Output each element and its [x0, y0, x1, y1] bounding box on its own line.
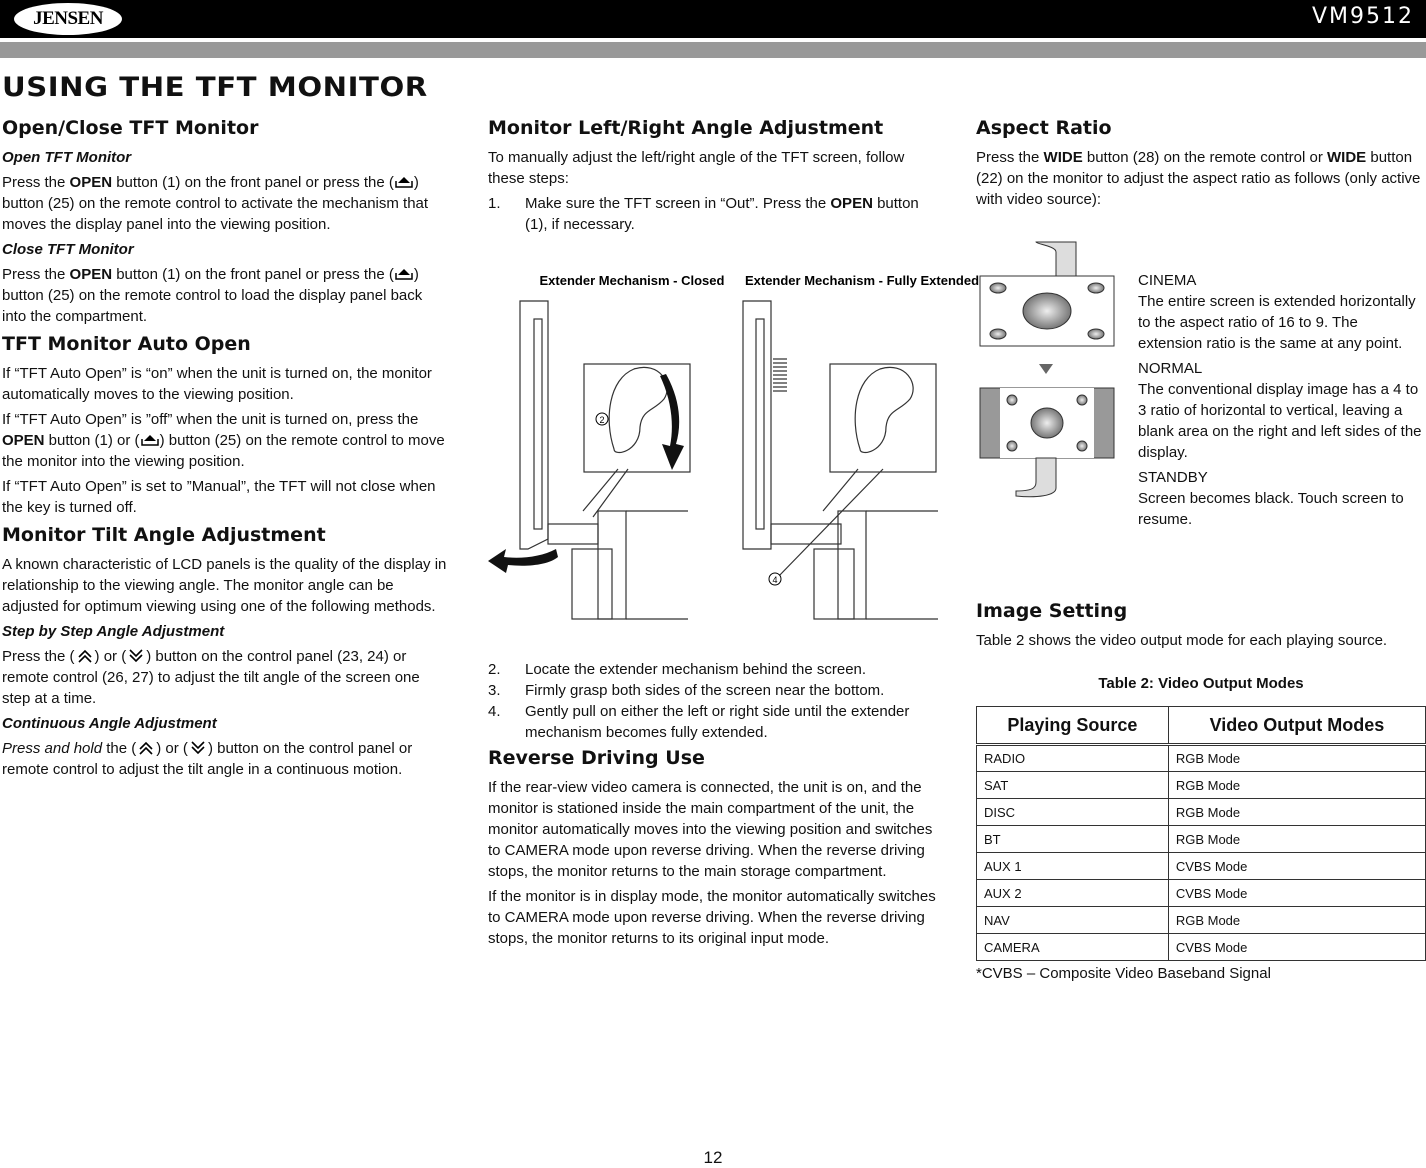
mode-description: The conventional display image has a 4 to 3 ratio of horizontal to vertical, leaving a blank area on the right and left sides of the display.	[1138, 381, 1422, 461]
button-name: OPEN	[69, 266, 113, 283]
video-output-mode: RGB Mode	[1168, 772, 1425, 799]
paragraph	[2, 409, 450, 472]
list-number: 4.	[488, 703, 501, 720]
paragraph	[976, 630, 1426, 651]
text: If “TFT Auto Open” is ”off” when the unit is turned on, press the	[2, 411, 419, 428]
text: If “TFT Auto Open” is set to ”Manual”, the TFT will not close when the key is turned off.	[2, 478, 436, 516]
playing-source: AUX 2	[977, 880, 1169, 907]
section-heading: Reverse Driving Use	[488, 747, 705, 769]
paragraph	[2, 738, 450, 780]
text: A known characteristic of LCD panels is the quality of the display in relationship to the viewing angle. The monitor angle can be adjusted for optimum viewing using one of the following methods.	[2, 556, 447, 615]
tilt-up-icon	[136, 740, 156, 754]
column-3	[976, 113, 1426, 984]
paragraph	[488, 777, 938, 882]
table-row	[977, 826, 1426, 853]
list-number: 2.	[488, 661, 501, 678]
text: button (28) on the remote control or	[1082, 149, 1328, 166]
label-extended: Extender Mechanism - Fully Extended	[744, 273, 980, 288]
text: ) button (25) on the remote control to move the monitor into the viewing position.	[2, 432, 445, 470]
text: If the monitor is in display mode, the monitor automatically switches to CAMERA mode upon reverse driving. When the reverse driving stops, the monitor returns to its original input mode.	[488, 888, 936, 947]
video-output-mode: RGB Mode	[1168, 799, 1425, 826]
mode-name: NORMAL	[1138, 360, 1203, 377]
left-right-section	[488, 115, 938, 235]
subheading: Continuous Angle Adjustment	[2, 715, 217, 732]
text: ) button (25) on the remote control to activate the mechanism that moves the display panel into the viewing position.	[2, 174, 429, 233]
paragraph	[2, 646, 450, 709]
playing-source: AUX 1	[977, 853, 1169, 880]
paragraph	[488, 886, 938, 949]
text: ) or (	[94, 648, 127, 665]
triangle-down-icon	[1039, 364, 1053, 374]
mode-name: STANDBY	[1138, 469, 1208, 486]
section-heading: TFT Monitor Auto Open	[2, 333, 251, 355]
header-playing-source: Playing Source	[977, 707, 1169, 745]
text: Locate the extender mechanism behind the screen.	[525, 661, 867, 678]
mode-name: CINEMA	[1138, 272, 1197, 289]
playing-source: BT	[977, 826, 1169, 853]
text: Table 2 shows the video output mode for each playing source.	[976, 632, 1388, 649]
table-row	[977, 745, 1426, 772]
list-item	[488, 680, 938, 701]
page-title: USING THE TFT MONITOR	[2, 72, 428, 103]
label-closed: Extender Mechanism - Closed	[539, 273, 725, 288]
button-name: OPEN	[830, 195, 873, 212]
aspect-ratio-section	[976, 115, 1426, 210]
text: Make sure the TFT screen in “Out”. Press the	[525, 195, 831, 212]
header-video-output-modes: Video Output Modes	[1168, 707, 1425, 745]
list-number: 3.	[488, 682, 501, 699]
aspect-mode-standby	[1138, 467, 1423, 530]
image-setting-section	[976, 598, 1426, 651]
callout-2: 2	[599, 415, 605, 425]
playing-source: NAV	[977, 907, 1169, 934]
section-heading: Open/Close TFT Monitor	[2, 117, 259, 139]
mode-description: Screen becomes black. Touch screen to resume.	[1138, 490, 1404, 528]
button-name: OPEN	[2, 432, 45, 449]
section-heading: Monitor Left/Right Angle Adjustment	[488, 117, 884, 139]
mode-description: The entire screen is extended horizontally to the aspect ratio of 16 to 9. The extension ratio is the same at any point.	[1138, 293, 1416, 352]
playing-source: CAMERA	[977, 934, 1169, 961]
text: Press the	[2, 266, 70, 283]
text: button (1) or (	[44, 432, 140, 449]
eject-icon	[394, 266, 414, 280]
eject-icon	[394, 174, 414, 188]
aspect-modes	[1138, 270, 1423, 534]
paragraph	[2, 172, 450, 235]
video-output-mode: RGB Mode	[1168, 907, 1425, 934]
table-row	[977, 853, 1426, 880]
video-output-mode: CVBS Mode	[1168, 934, 1425, 961]
playing-source: DISC	[977, 799, 1169, 826]
aspect-ratio-illustration	[978, 240, 1138, 500]
page-number: 12	[703, 1148, 723, 1167]
jensen-logo: JENSEN	[14, 3, 122, 35]
playing-source: SAT	[977, 772, 1169, 799]
text: Press the	[2, 174, 70, 191]
table-row	[977, 799, 1426, 826]
tilt-down-icon	[126, 648, 146, 662]
section-heading: Aspect Ratio	[976, 117, 1112, 139]
steps-and-reverse-section	[488, 659, 938, 949]
table-row	[977, 934, 1426, 961]
subheading: Close TFT Monitor	[2, 241, 134, 258]
section-heading: Monitor Tilt Angle Adjustment	[2, 524, 326, 546]
table-row	[977, 772, 1426, 799]
list-item	[488, 701, 938, 743]
text: ) button on the control panel or remote control to adjust the tilt angle in a continuous motion.	[2, 740, 413, 778]
video-output-mode: CVBS Mode	[1168, 853, 1425, 880]
video-output-mode: RGB Mode	[1168, 745, 1425, 772]
button-name: WIDE	[1327, 149, 1367, 166]
callout-4: 4	[772, 575, 778, 585]
divider-bar	[0, 42, 1426, 58]
text: To manually adjust the left/right angle of the TFT screen, follow these steps:	[488, 149, 905, 187]
tilt-down-icon	[188, 740, 208, 754]
header-bar	[0, 0, 1426, 38]
list-text	[525, 193, 938, 235]
text: the (	[102, 740, 137, 757]
list-item	[488, 659, 938, 680]
list-text	[525, 680, 884, 701]
button-name: WIDE	[1043, 149, 1083, 166]
paragraph	[2, 363, 450, 405]
tilt-up-icon	[75, 648, 95, 662]
video-output-table	[976, 706, 1426, 961]
paragraph	[2, 264, 450, 327]
text: ) or (	[156, 740, 188, 757]
subheading: Step by Step Angle Adjustment	[2, 623, 225, 640]
text: Press the	[976, 149, 1044, 166]
text: If the rear-view video camera is connected, the unit is on, and the monitor is stationed inside the main compartment of the unit, the monitor automatically moves into the viewing position and switches to CAMERA mode upon reverse driving. When the reverse driving stops, the monitor returns to the main storage compartment.	[488, 779, 933, 880]
playing-source: RADIO	[977, 745, 1169, 772]
eject-icon	[140, 432, 160, 446]
paragraph	[2, 476, 450, 518]
column-1	[2, 113, 450, 784]
text: ) button (25) on the remote control to load the display panel back into the compartment.	[2, 266, 423, 325]
arrow-left-icon	[488, 549, 558, 573]
video-output-mode: CVBS Mode	[1168, 880, 1425, 907]
extender-mechanism-diagram	[488, 249, 980, 639]
list-text	[525, 659, 866, 680]
text: button (1) on the front panel or press the (	[112, 174, 394, 191]
column-2	[488, 113, 980, 953]
text: Firmly grasp both sides of the screen near the bottom.	[525, 682, 885, 699]
list-text	[525, 701, 938, 743]
list-item	[488, 193, 938, 235]
text: button (22) on the monitor to adjust the aspect ratio as follows (only active with video source):	[976, 149, 1421, 208]
paragraph	[2, 554, 450, 617]
section-heading: Image Setting	[976, 600, 1128, 622]
text: button (1) on the front panel or press the (	[112, 266, 394, 283]
text: Gently pull on either the left or right side until the extender mechanism becomes fully extended.	[525, 703, 910, 741]
table-row	[977, 880, 1426, 907]
table-footnote: *CVBS – Composite Video Baseband Signal	[976, 965, 1271, 982]
model-number: VM9512	[1311, 4, 1414, 29]
aspect-mode-cinema	[1138, 270, 1423, 354]
text: button (1), if necessary.	[525, 195, 919, 233]
text: If “TFT Auto Open” is “on” when the unit is turned on, the monitor automatically moves to the viewing position.	[2, 365, 432, 403]
button-name: OPEN	[69, 174, 113, 191]
text: Press the (	[2, 648, 75, 665]
paragraph	[488, 147, 938, 189]
emphasis: Press and hold	[2, 740, 103, 757]
list-number: 1.	[488, 195, 501, 212]
text: ) button on the control panel (23, 24) or remote control (26, 27) to adjust the tilt angle of the screen one step at a time.	[2, 648, 420, 707]
table-row	[977, 907, 1426, 934]
subheading: Open TFT Monitor	[2, 149, 132, 166]
aspect-mode-normal	[1138, 358, 1423, 463]
paragraph	[976, 147, 1426, 210]
table-caption: Table 2: Video Output Modes	[1098, 675, 1304, 692]
video-output-mode: RGB Mode	[1168, 826, 1425, 853]
